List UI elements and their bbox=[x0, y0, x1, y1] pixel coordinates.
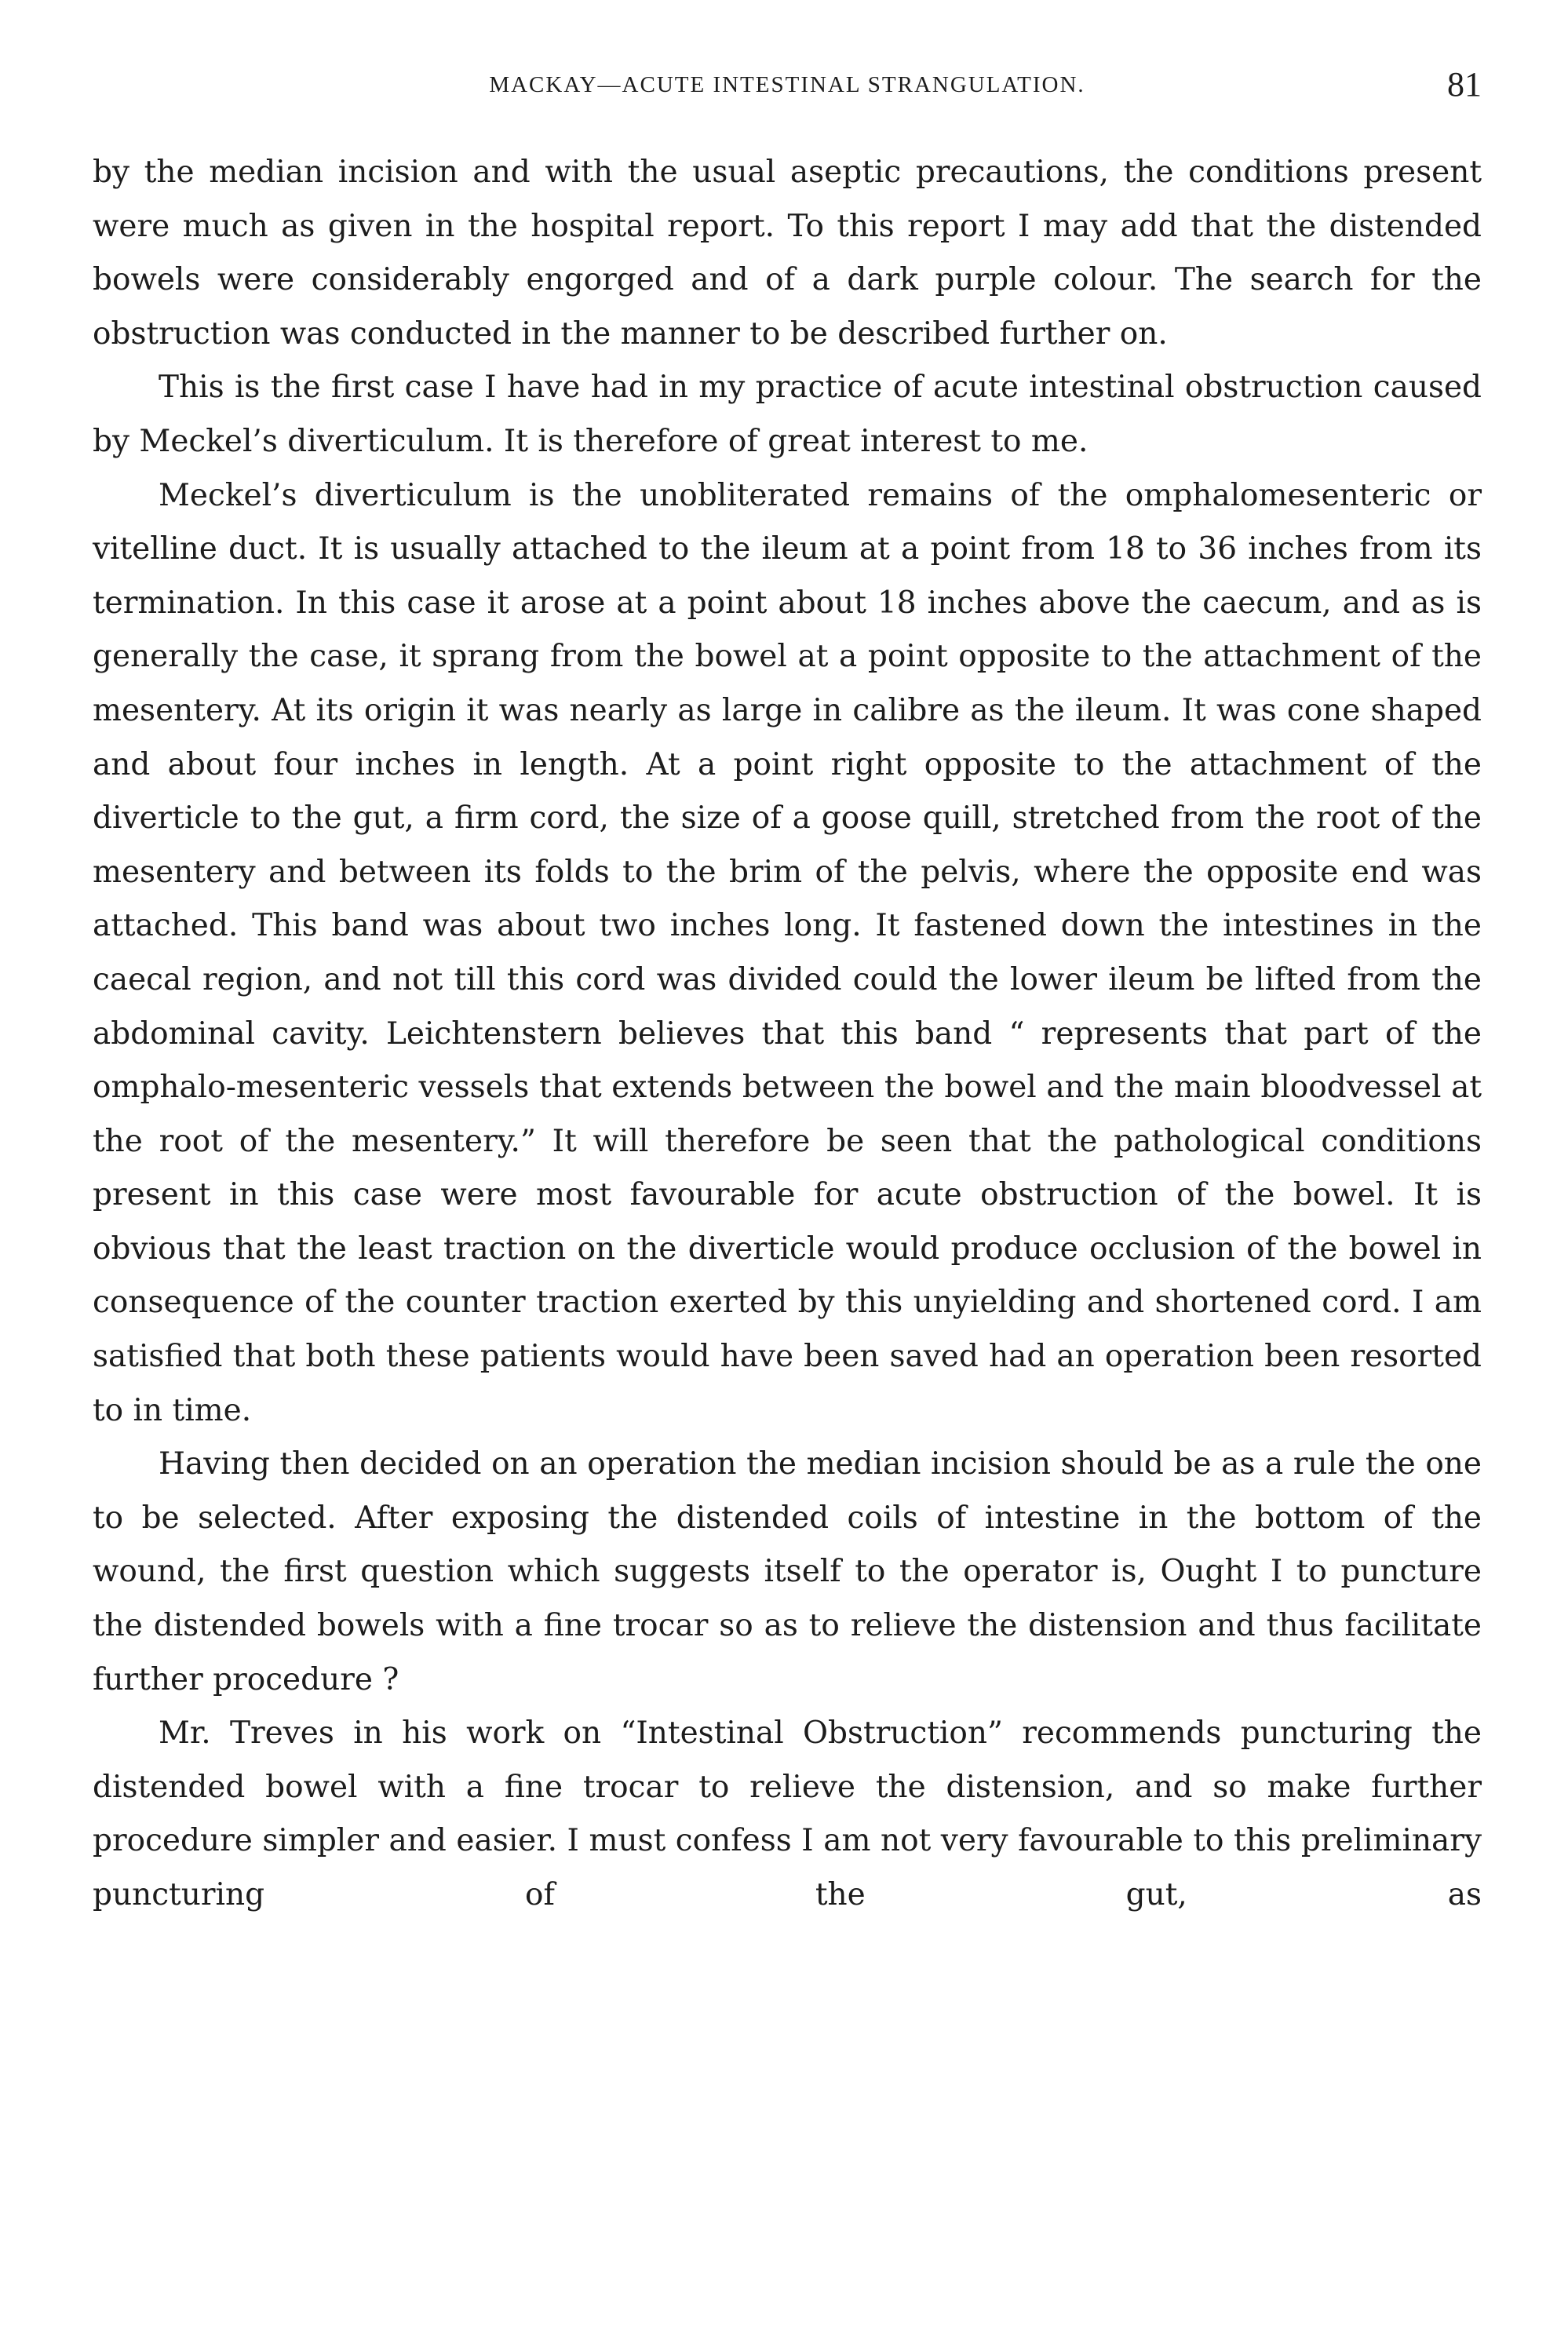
text-block bbox=[93, 146, 1482, 1923]
paragraph-continued: by the median incision and with the usual aseptic precautions, the conditions present were much as given in the hospital report. To this report I may add that the distended bowels were considerably engorged and of a dark purple colour. The search for the obstruction was conducted in the manner to be described further on. bbox=[93, 155, 1482, 352]
page-number: 81 bbox=[1447, 65, 1482, 104]
running-head bbox=[93, 61, 1482, 116]
paragraph-first-case: This is the first case I have had in my practice of acute intestinal obstruction caused by Meckel’s diverticulum. It is therefore of great interest to me. bbox=[93, 370, 1482, 459]
paragraph-treves: Mr. Treves in his work on “Intestinal Obstruction” recommends puncturing the distended bowel with a fine trocar to relieve the distension, and so make further procedure simpler and easier. I must confess I am not very favourable to this preliminary puncturing of the gut, as bbox=[93, 1715, 1482, 1912]
paragraph-operation: Having then decided on an operation the median incision should be as a rule the one to be selected. After exposing the distended coils of intestine in the bottom of the wound, the first question which suggests itself to the operator is, Ought I to puncture the distended bowels with a fine trocar so as to relieve the distension and thus facilitate further procedure ? bbox=[93, 1446, 1482, 1697]
paragraph-meckels-diverticulum: Meckel’s diverticulum is the unobliterated remains of the omphalomesenteric or vitelline duct. It is usually attached to the ileum at a point from 18 to 36 inches from its termination. In this case it arose at a point about 18 inches above the caecum, and as is generally the case, it sprang from the bowel at a point opposite to the attachment of the mesentery. At its origin it was nearly as large in calibre as the ileum. It was cone shaped and about four inches in length. At a point right opposite to the attachment of the diverticle to the gut, a firm cord, the size of a goose quill, stretched from the root of the mesentery and between its folds to the brim of the pelvis, where the opposite end was attached. This band was about two inches long. It fastened down the intestines in the caecal region, and not till this cord was divided could the lower ileum be lifted from the abdominal cavity. Leichtenstern believes that this band “ represents that part of the omphalo-mesenteric vessels that extends between the bowel and the main bloodvessel at the root of the mesentery.” It will therefore be seen that the pathological conditions present in this case were most favourable for acute obstruction of the bowel. It is obvious that the least traction on the diverticle would produce occlusion of the bowel in consequence of the counter traction exerted by this unyielding and shortened cord. I am satisfied that both these patients would have been saved had an operation been resorted to in time. bbox=[93, 477, 1482, 1428]
running-title: MACKAY—ACUTE INTESTINAL STRANGULATION. bbox=[489, 72, 1085, 97]
book-page bbox=[93, 61, 1482, 1923]
